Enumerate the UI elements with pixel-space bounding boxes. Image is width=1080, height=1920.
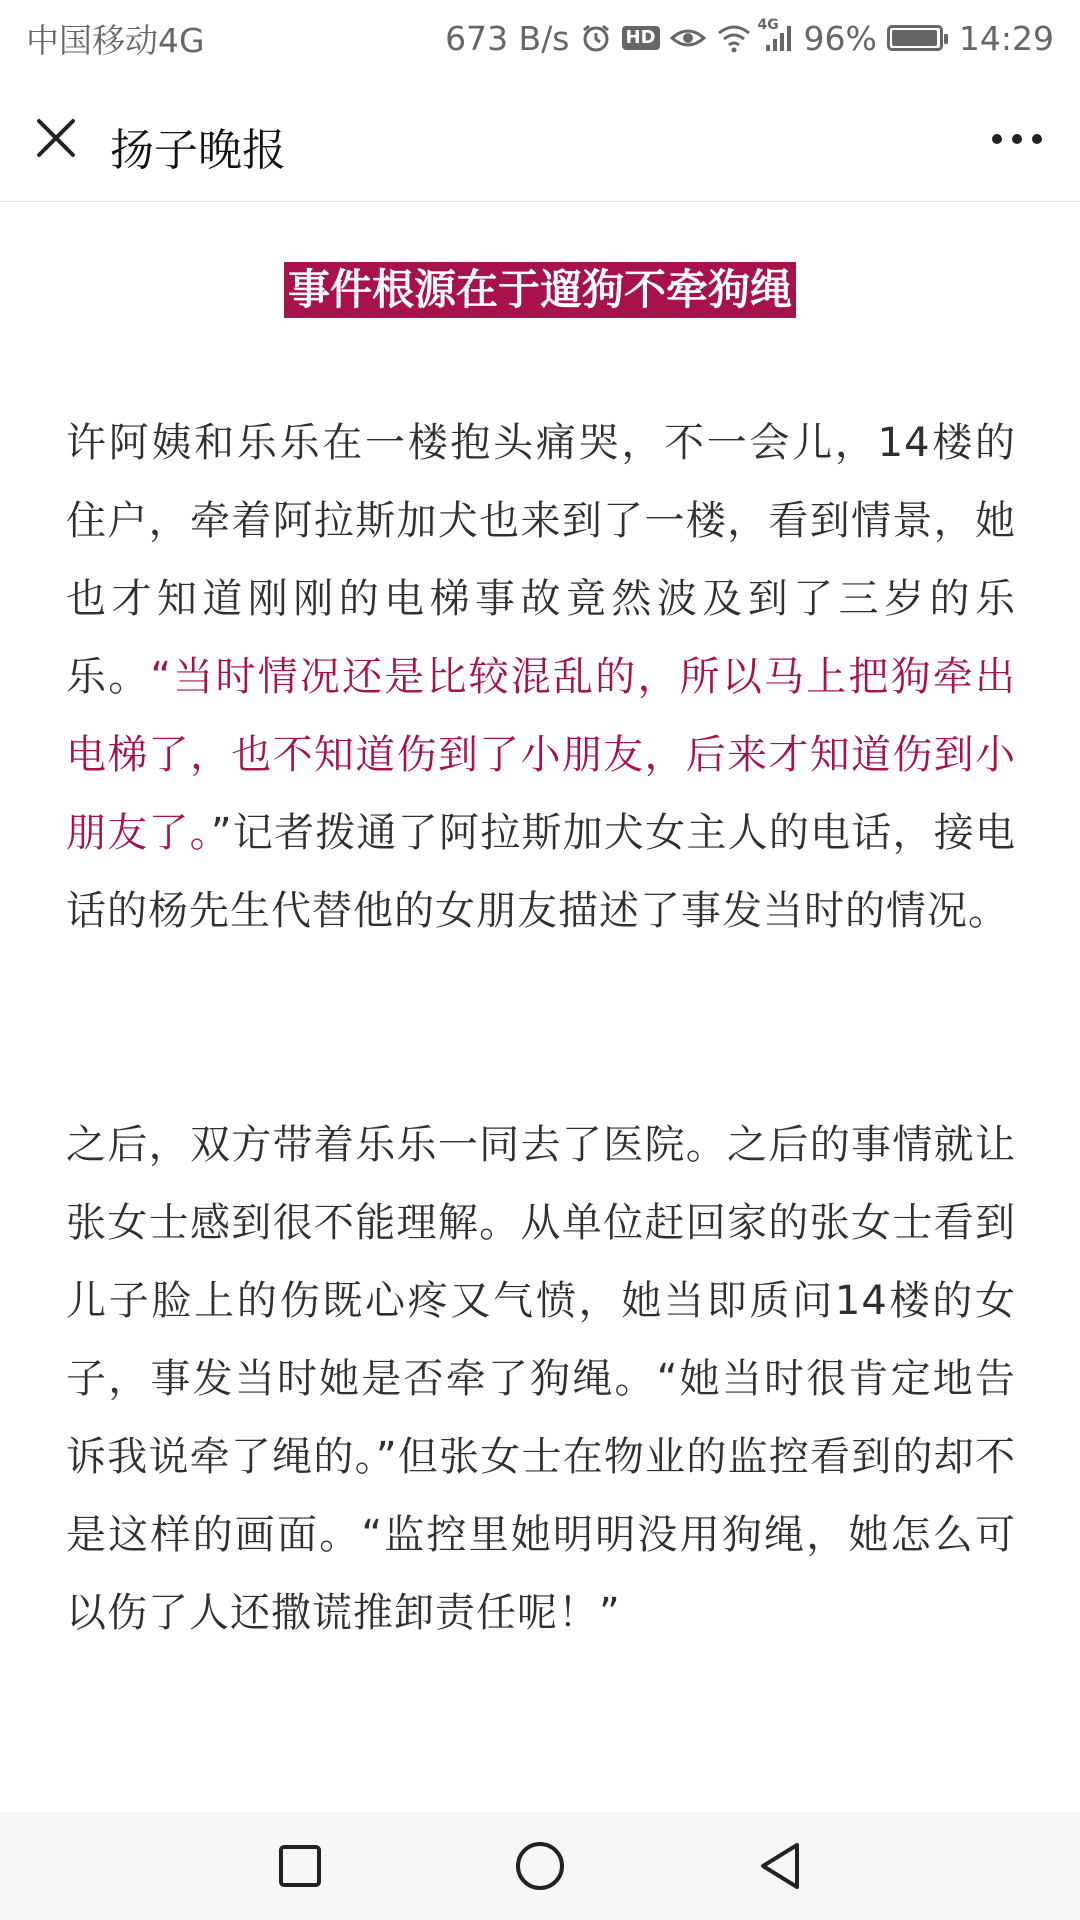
battery-icon bbox=[887, 25, 943, 51]
alarm-icon bbox=[580, 22, 612, 54]
article-paragraph-1 bbox=[66, 404, 1016, 950]
article-paragraph-2: 之后，双方带着乐乐一同去了医院。之后的事情就让张女士感到很不能理解。从单位赶回家的张女士看到儿子脸上的伤既心疼又气愤，她当即质问14楼的女子，事发当时她是否牵了狗绳。“她当时很肯定地告诉我说牵了绳的。”但张女士在物业的监控看到的却不是这样的画面。“监控里她明明没用狗绳，她怎么可以伤了人还撒谎推卸责任呢！” bbox=[66, 1122, 1016, 1636]
recents-button[interactable] bbox=[268, 1834, 332, 1898]
hd-icon: HD bbox=[622, 26, 660, 50]
network-type: 4G bbox=[757, 17, 779, 33]
close-icon bbox=[35, 117, 77, 159]
clock: 14:29 bbox=[958, 18, 1054, 58]
article-body bbox=[0, 202, 1080, 1812]
close-button[interactable] bbox=[28, 108, 84, 168]
home-button[interactable] bbox=[508, 1834, 572, 1898]
section-heading: 事件根源在于遛狗不牵狗绳 bbox=[284, 262, 796, 318]
signal-icon bbox=[757, 17, 794, 53]
network-speed: 673 B/s bbox=[445, 18, 570, 58]
more-button[interactable] bbox=[982, 114, 1052, 164]
recents-icon bbox=[278, 1844, 322, 1888]
paragraph-text: 许阿姨和乐乐在一楼抱头痛哭，不一会儿，14楼的住户，牵着阿拉斯加犬也来到了一楼，看到情景，她也才知道刚刚的电梯事故竟然波及到了三岁的乐乐。 bbox=[66, 420, 1016, 700]
top-bar bbox=[0, 76, 1080, 202]
home-icon bbox=[515, 1841, 565, 1891]
navigation-bar bbox=[0, 1812, 1080, 1920]
back-icon bbox=[757, 1841, 803, 1891]
battery-percent: 96% bbox=[803, 18, 877, 58]
more-icon bbox=[991, 133, 1043, 145]
back-button[interactable] bbox=[748, 1834, 812, 1898]
carrier-label: 中国移动4G bbox=[26, 20, 205, 60]
status-icons bbox=[445, 19, 1054, 58]
highlighted-quote: “当时情况还是比较混乱的，所以马上把狗牵出电梯了，也不知道伤到了小朋友，后来才知道伤到小朋友了。 bbox=[66, 654, 1016, 856]
paragraph-text: ”记者拨通了阿拉斯加犬女主人的电话，接电话的杨先生代替他的女朋友描述了事发当时的情况。 bbox=[66, 810, 1016, 934]
eye-icon bbox=[670, 24, 706, 52]
page-title: 扬子晚报 bbox=[110, 125, 286, 176]
status-bar bbox=[0, 0, 1080, 76]
wifi-icon bbox=[716, 23, 752, 53]
